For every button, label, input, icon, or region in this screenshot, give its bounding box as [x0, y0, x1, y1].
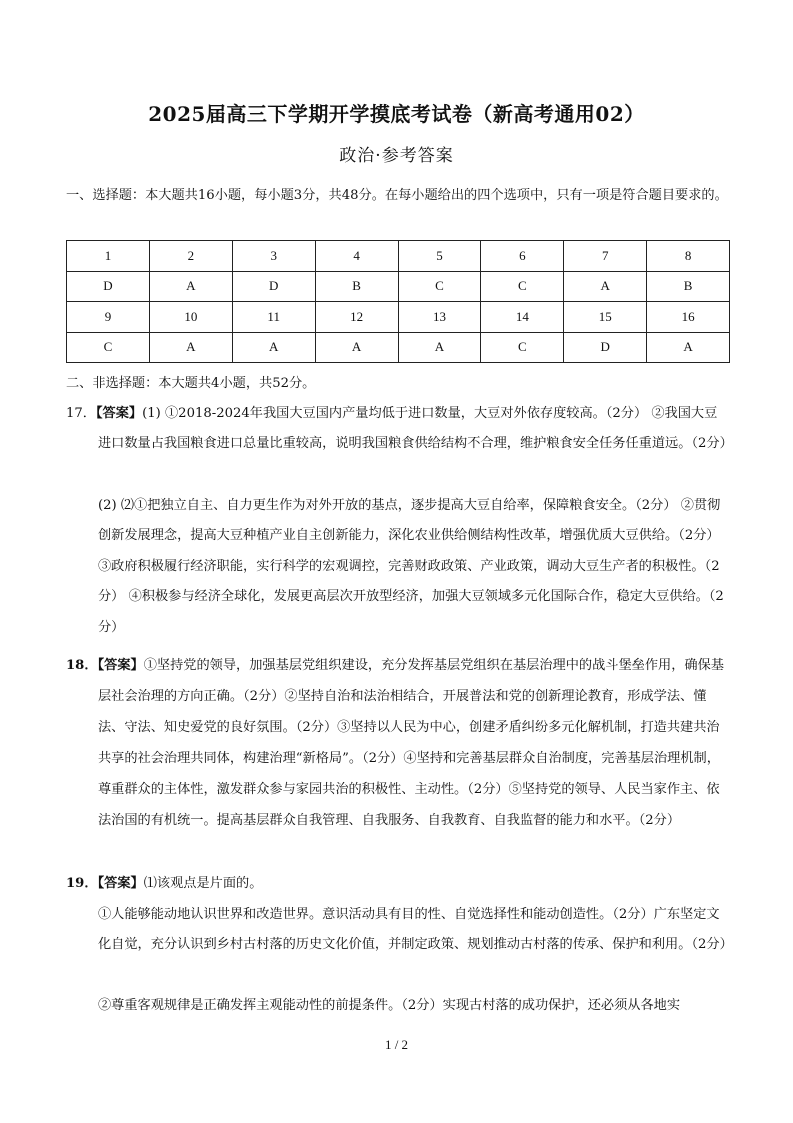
question-number-row	[67, 302, 730, 333]
question-number-cell: 9	[67, 302, 150, 333]
answer-cell: A	[232, 332, 315, 363]
q19-paragraph-1: ①人能够能动地认识世界和改造世界。意识活动具有目的性、自觉选择性和能动创造性。（2分）广东坚定文化自觉，充分认识到乡村古村落的历史文化价值，并制定政策、规划推动古村落的传承、保护和利用。（2分）	[98, 907, 733, 953]
q17-number: 17．	[66, 406, 96, 421]
q17-answer-tag: 【答案】	[95, 406, 143, 421]
answer-cell: D	[232, 271, 315, 302]
q18-number: 18．	[66, 658, 98, 673]
q17-part1-text: (1) ①2018-2024年我国大豆国内产量均低于进口数量，大豆对外依存度较高。（2分） ②我国大豆进口数量占我国粮食进口总量比重较高，说明我国粮食供给结构不合理，维护粮食安全任务任重道远。（2分）	[98, 406, 733, 452]
section2-intro: 二、非选择题：本大题共4小题，共52分。	[66, 376, 316, 391]
q18-answer	[66, 650, 730, 836]
answer-table	[66, 240, 730, 363]
q19-part1-heading: ⑴该观点是片面的。	[143, 876, 263, 891]
question-number-cell: 6	[481, 241, 564, 272]
question-number-cell: 7	[564, 241, 647, 272]
page-number: 1 / 2	[384, 1037, 409, 1052]
question-number-cell: 12	[315, 302, 398, 333]
answer-row	[67, 332, 730, 363]
question-number-cell: 8	[647, 241, 730, 272]
question-number-row	[67, 241, 730, 272]
answer-cell: C	[398, 271, 481, 302]
answer-cell: C	[67, 332, 150, 363]
answer-cell: D	[564, 332, 647, 363]
question-number-cell: 13	[398, 302, 481, 333]
answer-cell: B	[647, 271, 730, 302]
q18-answer-tag: 【答案】	[97, 658, 144, 673]
answer-cell: A	[149, 332, 232, 363]
answer-cell: A	[564, 271, 647, 302]
question-number-cell: 5	[398, 241, 481, 272]
q17-part2: (2) ⑵①把独立自主、自力更生作为对外开放的基点，逐步提高大豆自给率，保障粮食安全。（2分） ②贯彻创新发展理念，提高大豆种植产业自主创新能力，深化农业供给侧结构性改革，增强优质大豆供给。（2分）③政府积极履行经济职能，实行科学的宏观调控，完善财政政策、产业政策，调动大豆生产者的积极性。（2分） ④积极参与经济全球化，发展更高层次开放型经济，加强大豆领域多元化国际合作，稳定大豆供给。（2分）	[98, 498, 724, 635]
question-number-cell: 11	[232, 302, 315, 333]
q19-answer-tag: 【答案】	[97, 876, 144, 891]
answer-cell: A	[398, 332, 481, 363]
exam-title: 2025届高三下学期开学摸底考试卷（新高考通用02）	[148, 102, 645, 126]
q19-paragraph-2: ②尊重客观规律是正确发挥主观能动性的前提条件。（2分）实现古村落的成功保护，还必须从各地实	[98, 998, 681, 1013]
question-number-cell: 15	[564, 302, 647, 333]
answer-cell: A	[315, 332, 398, 363]
answer-row	[67, 271, 730, 302]
q19-heading	[66, 869, 730, 899]
question-number-cell: 4	[315, 241, 398, 272]
question-number-cell: 14	[481, 302, 564, 333]
question-number-cell: 3	[232, 241, 315, 272]
exam-subtitle: 政治·参考答案	[339, 146, 454, 166]
answer-cell: D	[67, 271, 150, 302]
section1-intro: 一、选择题：本大题共16小题，每小题3分，共48分。在每小题给出的四个选项中，只有一项是符合题目要求的。	[66, 188, 728, 203]
answer-cell: C	[481, 271, 564, 302]
q18-text: ①坚持党的领导，加强基层党组织建设，充分发挥基层党组织在基层治理中的战斗堡垒作用，确保基层社会治理的方向正确。（2分）②坚持自治和法治相结合，开展普法和党的创新理论教育，形成学法、懂法、守法、知史爱党的良好氛围。（2分）③坚持以人民为中心，创建矛盾纠纷多元化解机制，打造共建共治共享的社会治理共同体，构建治理“新格局”。（2分）④坚持和完善基层群众自治制度，完善基层治理机制，尊重群众的主体性，激发群众参与家园共治的积极性、主动性。（2分）⑤坚持党的领导、人民当家作主、依法治国的有机统一。提高基层群众自我管理、自我服务、自我教育、自我监督的能力和水平。（2分）	[98, 658, 724, 828]
answer-cell: A	[149, 271, 232, 302]
question-number-cell: 2	[149, 241, 232, 272]
question-number-cell: 1	[67, 241, 150, 272]
answer-cell: B	[315, 271, 398, 302]
q17-part1	[66, 399, 733, 460]
question-number-cell: 10	[149, 302, 232, 333]
answer-cell: A	[647, 332, 730, 363]
answer-cell: C	[481, 332, 564, 363]
q19-number: 19．	[66, 876, 98, 891]
question-number-cell: 16	[647, 302, 730, 333]
